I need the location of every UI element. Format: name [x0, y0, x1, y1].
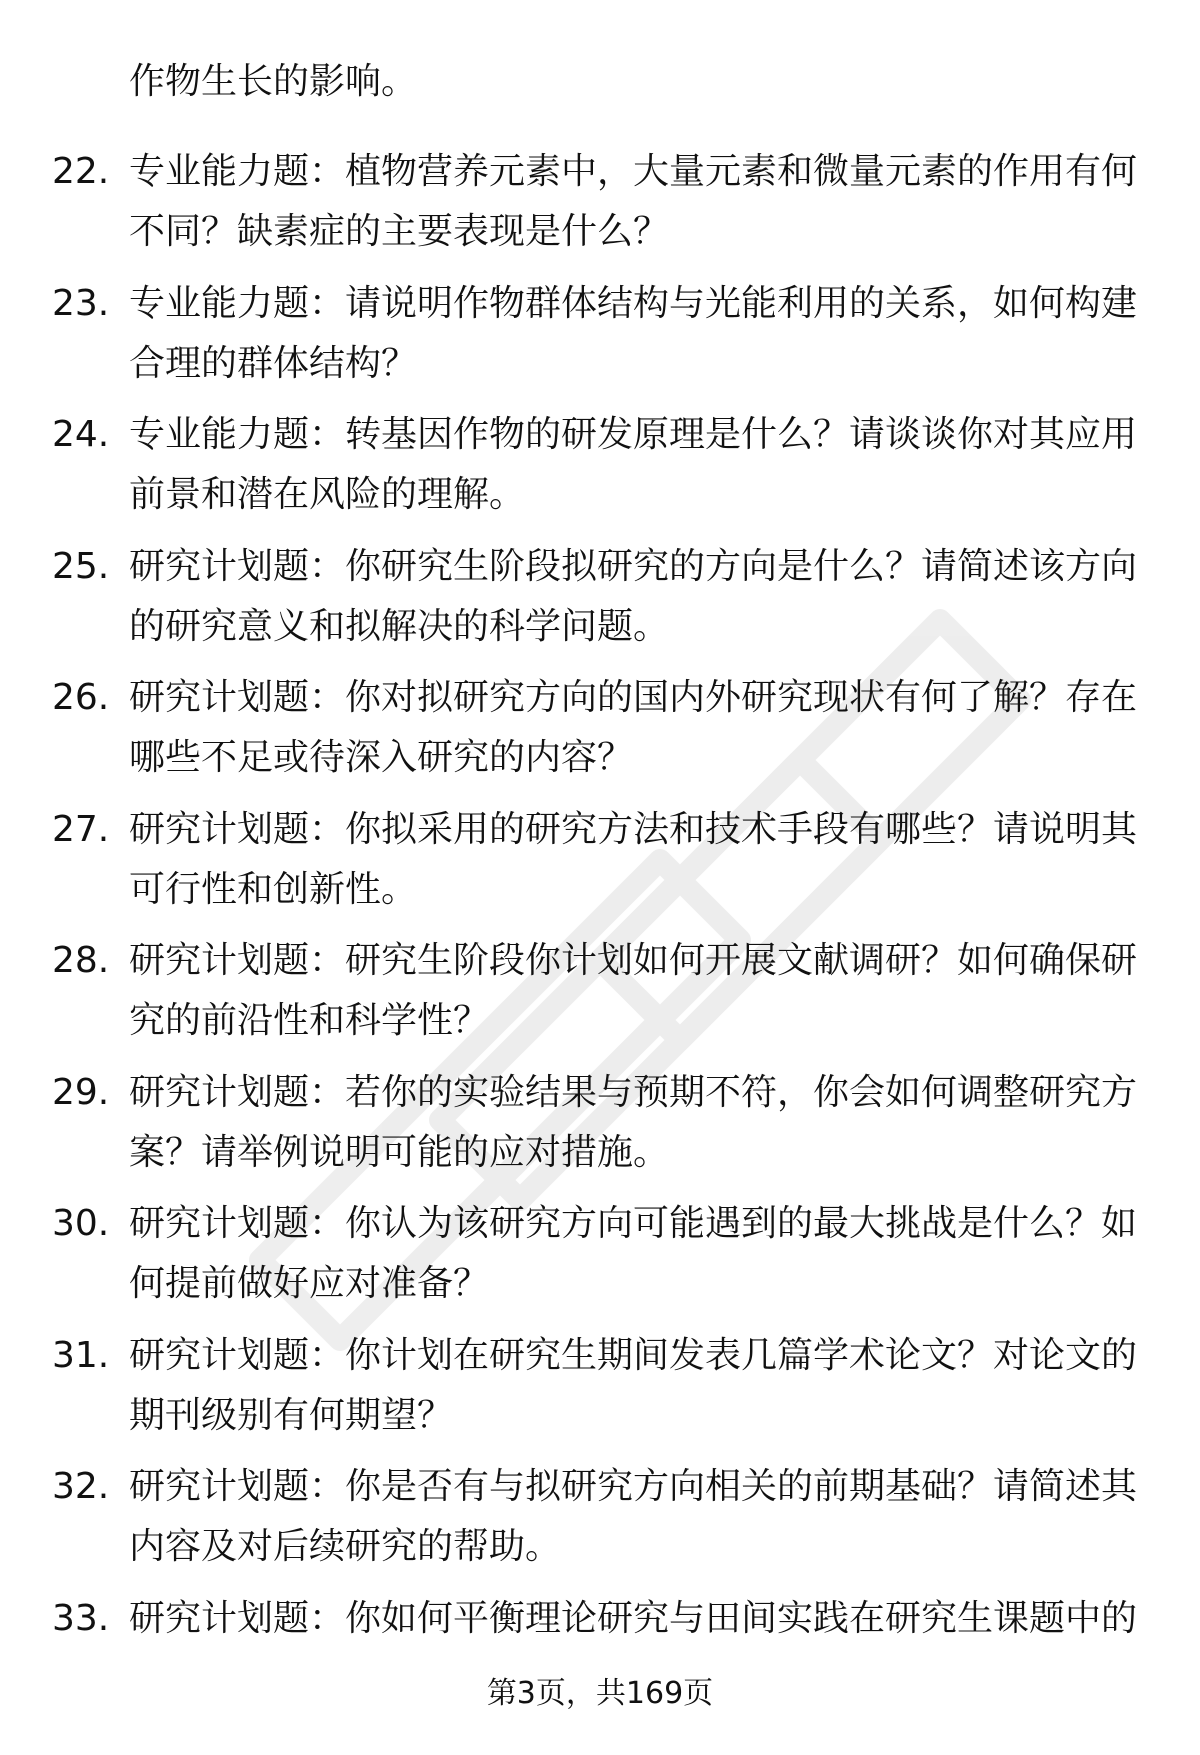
question-item — [0, 1457, 1200, 1589]
question-text: 专业能力题：请说明作物群体结构与光能利用的关系，如何构建 合理的群体结构？ — [129, 282, 1138, 384]
question-item — [0, 537, 1200, 669]
question-item — [0, 1326, 1200, 1458]
question-text: 研究计划题：你对拟研究方向的国内外研究现状有何了解？存在 哪些不足或待深入研究的内容？ — [129, 677, 1138, 778]
question-list — [0, 142, 1200, 1720]
page-footer: 第3页，共169页 — [486, 1676, 714, 1711]
question-number: 32. — [52, 1466, 110, 1507]
question-number: 29. — [52, 1071, 110, 1113]
question-item — [0, 405, 1200, 537]
question-item — [0, 800, 1200, 932]
question-item — [0, 668, 1200, 800]
question-text: 研究计划题：你研究生阶段拟研究的方向是什么？请简述该方向 的研究意义和拟解决的科学问题。 — [129, 545, 1138, 647]
question-number: 24. — [52, 414, 110, 455]
question-text: 研究计划题：研究生阶段你计划如何开展文献调研？如何确保研 究的前沿性和科学性？ — [129, 940, 1138, 1041]
question-item — [0, 1063, 1200, 1195]
question-text: 专业能力题：转基因作物的研发原理是什么？请谈谈你对其应用 前景和潜在风险的理解。 — [129, 414, 1138, 515]
question-item — [0, 274, 1200, 406]
question-number: 25. — [52, 545, 110, 587]
question-item — [0, 142, 1200, 274]
question-text: 研究计划题：你拟采用的研究方法和技术手段有哪些？请说明其 可行性和创新性。 — [129, 808, 1138, 910]
question-text: 研究计划题：若你的实验结果与预期不符，你会如何调整研究方 案？请举例说明可能的应对措施。 — [129, 1071, 1138, 1173]
question-number: 28. — [52, 940, 110, 981]
question-number: 30. — [52, 1203, 110, 1244]
question-number: 26. — [52, 677, 110, 718]
question-item — [0, 1194, 1200, 1326]
question-number: 27. — [52, 808, 110, 850]
question-number: 33. — [52, 1597, 110, 1639]
question-number: 23. — [52, 282, 110, 324]
question-text: 研究计划题：你认为该研究方向可能遇到的最大挑战是什么？如 何提前做好应对准备？ — [129, 1203, 1138, 1304]
question-number: 22. — [52, 151, 110, 192]
question-text: 研究计划题：你如何平衡理论研究与田间实践在研究生课题中的 — [129, 1597, 1138, 1639]
question-item — [0, 931, 1200, 1063]
question-text: 研究计划题：你是否有与拟研究方向相关的前期基础？请简述其 内容及对后续研究的帮助。 — [129, 1466, 1138, 1567]
question-text: 专业能力题：植物营养元素中，大量元素和微量元素的作用有何 不同？缺素症的主要表现是什么？ — [129, 151, 1138, 252]
continuation-text: 作物生长的影响。 — [129, 61, 418, 102]
question-text: 研究计划题：你计划在研究生期间发表几篇学术论文？对论文的 期刊级别有何期望？ — [129, 1334, 1138, 1436]
question-number: 31. — [52, 1334, 110, 1376]
